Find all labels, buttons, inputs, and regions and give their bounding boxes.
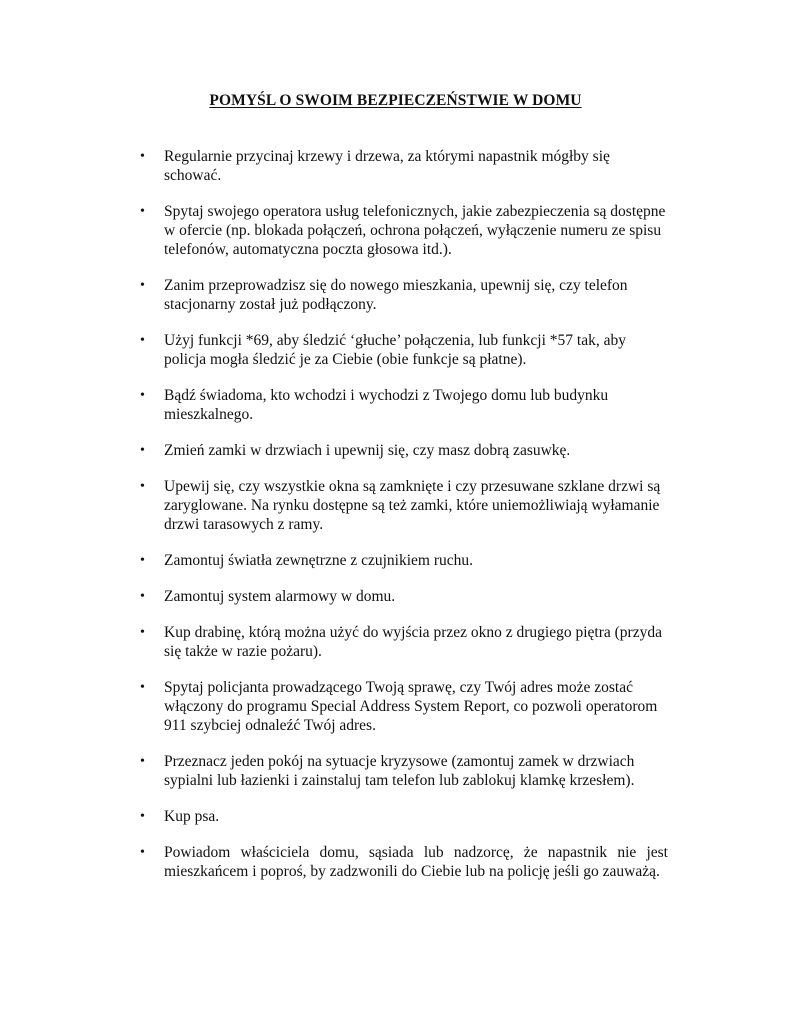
list-item bbox=[140, 678, 668, 735]
list-item-text: Zmień zamki w drzwiach i upewnij się, czy masz dobrą zasuwkę. bbox=[164, 442, 571, 459]
bullet-icon: • bbox=[140, 553, 145, 568]
list-item bbox=[140, 441, 668, 460]
bullet-icon: • bbox=[140, 680, 145, 695]
bullet-icon: • bbox=[140, 149, 145, 164]
list-item bbox=[140, 807, 668, 826]
list-item-text: Spytaj swojego operatora usług telefonicznych, jakie zabezpieczenia są dostępne w ofercie (np. blokada połączeń, ochrona połączeń, wyłączenie numeru ze spisu telefonów, automatyczna poczta głosowa itd.). bbox=[164, 203, 666, 258]
list-item-text: Kup drabinę, którą można użyć do wyjścia przez okno z drugiego piętra (przyda się także w razie pożaru). bbox=[164, 624, 662, 660]
bullet-icon: • bbox=[140, 278, 145, 293]
list-item bbox=[140, 752, 668, 790]
list-item bbox=[140, 587, 668, 606]
list-item bbox=[140, 276, 668, 314]
bullet-icon: • bbox=[140, 443, 145, 458]
list-item-text: Powiadom właściciela domu, sąsiada lub nadzorcę, że napastnik nie jest mieszkańcem i poproś, by zadzwonili do Ciebie lub na policję jeśli go zauważą. bbox=[164, 844, 668, 880]
bullet-icon: • bbox=[140, 809, 145, 824]
list-item-text: Regularnie przycinaj krzewy i drzewa, za którymi napastnik mógłby się schować. bbox=[164, 148, 610, 184]
list-item bbox=[140, 147, 668, 185]
list-item bbox=[140, 623, 668, 661]
list-item-text: Spytaj policjanta prowadzącego Twoją sprawę, czy Twój adres może zostać włączony do programu Special Address System Report, co pozwoli operatorom 911 szybciej odnaleźć Twój adres. bbox=[164, 679, 658, 734]
bullet-icon: • bbox=[140, 754, 145, 769]
list-item-text: Upewij się, czy wszystkie okna są zamknięte i czy przesuwane szklane drzwi są zaryglowane. Na rynku dostępne są też zamki, które uniemożliwiają wyłamanie drzwi tarasowych z ramy. bbox=[164, 478, 661, 533]
bullet-icon: • bbox=[140, 388, 145, 403]
bullet-icon: • bbox=[140, 845, 145, 860]
list-item bbox=[140, 843, 668, 881]
list-item bbox=[140, 477, 668, 534]
list-item-text: Przeznacz jeden pokój na sytuacje kryzysowe (zamontuj zamek w drzwiach sypialni lub łazienki i zainstaluj tam telefon lub zablokuj klamkę krzesłem). bbox=[164, 753, 635, 789]
list-item-text: Zanim przeprowadzisz się do nowego mieszkania, upewnij się, czy telefon stacjonarny został już podłączony. bbox=[164, 277, 628, 313]
list-item bbox=[140, 386, 668, 424]
list-item bbox=[140, 202, 668, 259]
bullet-icon: • bbox=[140, 333, 145, 348]
bullet-icon: • bbox=[140, 589, 145, 604]
list-item-text: Kup psa. bbox=[164, 808, 220, 825]
document-title: POMYŚL O SWOIM BEZPIECZEŃSTWIE W DOMU bbox=[209, 92, 582, 109]
bullet-icon: • bbox=[140, 625, 145, 640]
safety-tips-list bbox=[140, 147, 668, 898]
list-item-text: Zamontuj światła zewnętrzne z czujnikiem ruchu. bbox=[164, 552, 474, 569]
list-item bbox=[140, 331, 668, 369]
list-item-text: Zamontuj system alarmowy w domu. bbox=[164, 588, 396, 605]
list-item-text: Użyj funkcji *69, aby śledzić ‘głuche’ połączenia, lub funkcji *57 tak, aby policja mogła śledzić je za Ciebie (obie funkcje są płatne). bbox=[164, 332, 626, 368]
bullet-icon: • bbox=[140, 204, 145, 219]
list-item bbox=[140, 551, 668, 570]
bullet-icon: • bbox=[140, 479, 145, 494]
list-item-text: Bądź świadoma, kto wchodzi i wychodzi z Twojego domu lub budynku mieszkalnego. bbox=[164, 387, 609, 423]
